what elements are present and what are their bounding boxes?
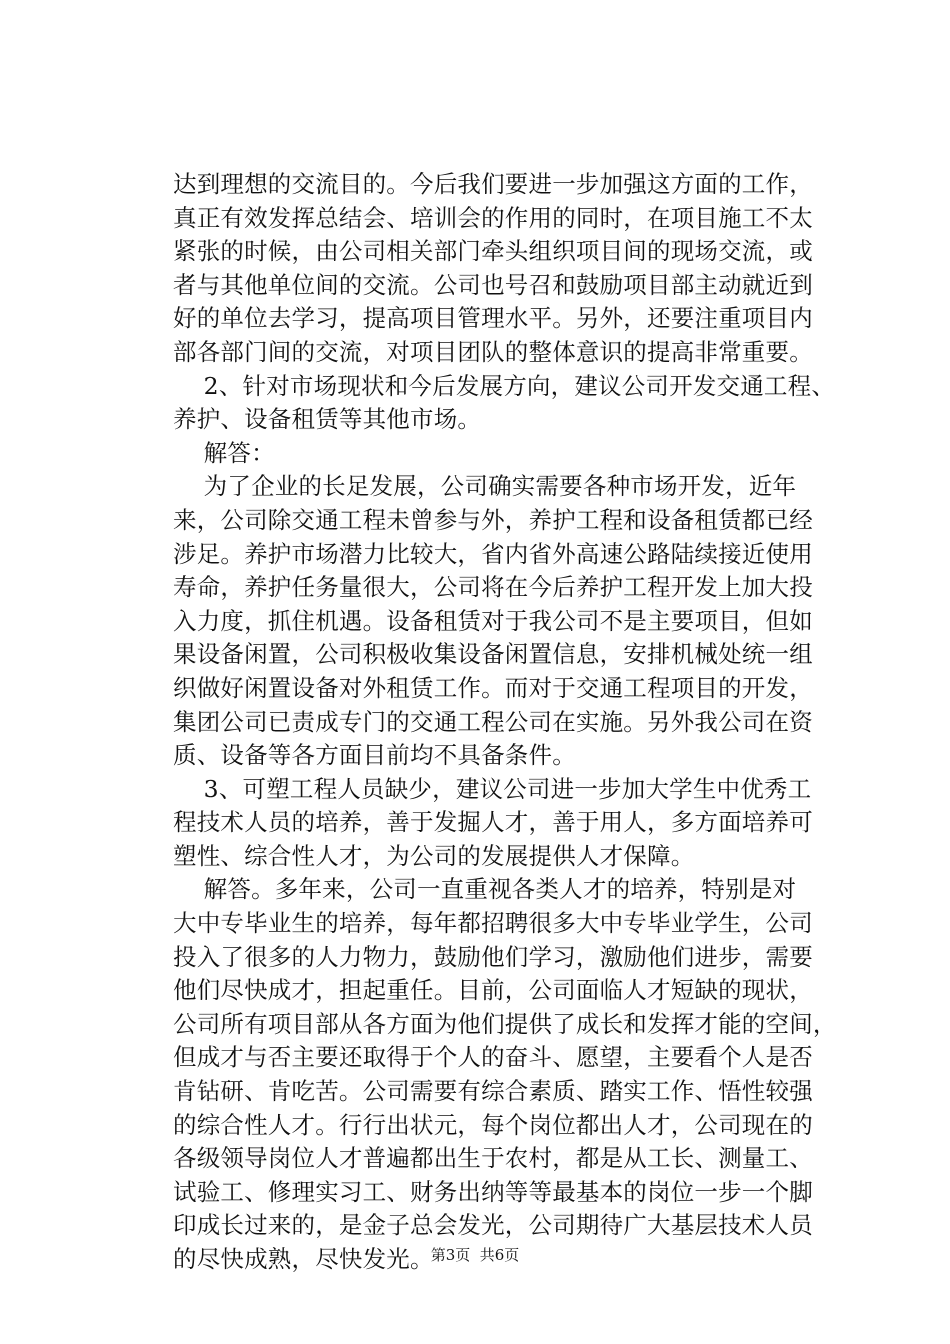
text-line: 投入了很多的人力物力，鼓励他们学习，激励他们进步，需要 <box>173 942 813 971</box>
text-line: 织做好闲置设备对外租赁工作。而对于交通工程项目的开发， <box>173 673 813 702</box>
text-line: 紧张的时候，由公司相关部门牵头组织项目间的现场交流，或 <box>173 237 813 266</box>
text-line: 解答： <box>173 438 275 467</box>
text-line: 各级领导岗位人才普遍都出生于农村，都是从工长、测量工、 <box>173 1144 813 1173</box>
text-line: 达到理想的交流目的。今后我们要进一步加强这方面的工作， <box>173 170 813 198</box>
text-line: 他们尽快成才，担起重任。目前，公司面临人才短缺的现状， <box>173 976 813 1005</box>
text-line: 肯钻研、肯吃苦。公司需要有综合素质、踏实工作、悟性较强 <box>173 1077 813 1106</box>
text-line: 来，公司除交通工程未曾参与外，养护工程和设备租赁都已经 <box>173 505 813 534</box>
body-text <box>173 168 837 1277</box>
text-line: 寿命，养护任务量很大，公司将在今后养护工程开发上加大投 <box>173 573 813 602</box>
text-line: 的综合性人才。行行出状元，每个岗位都出人才，公司现在的 <box>173 1110 813 1139</box>
text-line: 入力度，抓住机遇。设备租赁对于我公司不是主要项目，但如 <box>173 606 813 635</box>
text-line: 部各部门间的交流，对项目团队的整体意识的提高非常重要。 <box>173 337 813 366</box>
text-line: 公司所有项目部从各方面为他们提供了成长和发挥才能的空间， <box>173 1009 837 1038</box>
page-footer: 第3页 共6页 <box>430 1246 520 1264</box>
text-line: 3、可塑工程人员缺少，建议公司进一步加大学生中优秀工 <box>173 774 812 803</box>
text-line: 真正有效发挥总结会、培训会的作用的同时，在项目施工不太 <box>173 203 813 232</box>
text-line: 果设备闲置，公司积极收集设备闲置信息，安排机械处统一组 <box>173 640 813 669</box>
text-line: 解答。多年来，公司一直重视各类人才的培养，特别是对 <box>173 875 797 904</box>
text-line: 但成才与否主要还取得于个人的奋斗、愿望，主要看个人是否 <box>173 1043 813 1072</box>
text-line: 养护、设备租赁等其他市场。 <box>173 405 482 434</box>
text-line: 试验工、修理实习工、财务出纳等等最基本的岗位一步一个脚 <box>173 1177 813 1206</box>
text-line: 为了企业的长足发展，公司确实需要各种市场开发，近年 <box>173 472 797 501</box>
text-line: 集团公司已责成专门的交通工程公司在实施。另外我公司在资 <box>173 707 813 736</box>
text-line: 者与其他单位间的交流。公司也号召和鼓励项目部主动就近到 <box>173 270 813 299</box>
text-line: 程技术人员的培养，善于发掘人才，善于用人，多方面培养可 <box>173 808 813 837</box>
text-line: 质、设备等各方面目前均不具备条件。 <box>173 741 576 770</box>
text-line: 好的单位去学习，提高项目管理水平。另外，还要注重项目内 <box>173 304 813 333</box>
text-line: 大中专毕业生的培养，每年都招聘很多大中专毕业学生，公司 <box>173 909 813 938</box>
text-line: 印成长过来的，是金子总会发光，公司期待广大基层技术人员 <box>173 1211 813 1240</box>
text-line: 的尽快成熟，尽快发光。 <box>173 1245 434 1273</box>
text-line: 涉足。养护市场潜力比较大，省内省外高速公路陆续接近使用 <box>173 539 813 568</box>
text-line: 塑性、综合性人才，为公司的发展提供人才保障。 <box>173 841 695 870</box>
text-line: 2、针对市场现状和今后发展方向，建议公司开发交通工程、 <box>173 371 836 400</box>
